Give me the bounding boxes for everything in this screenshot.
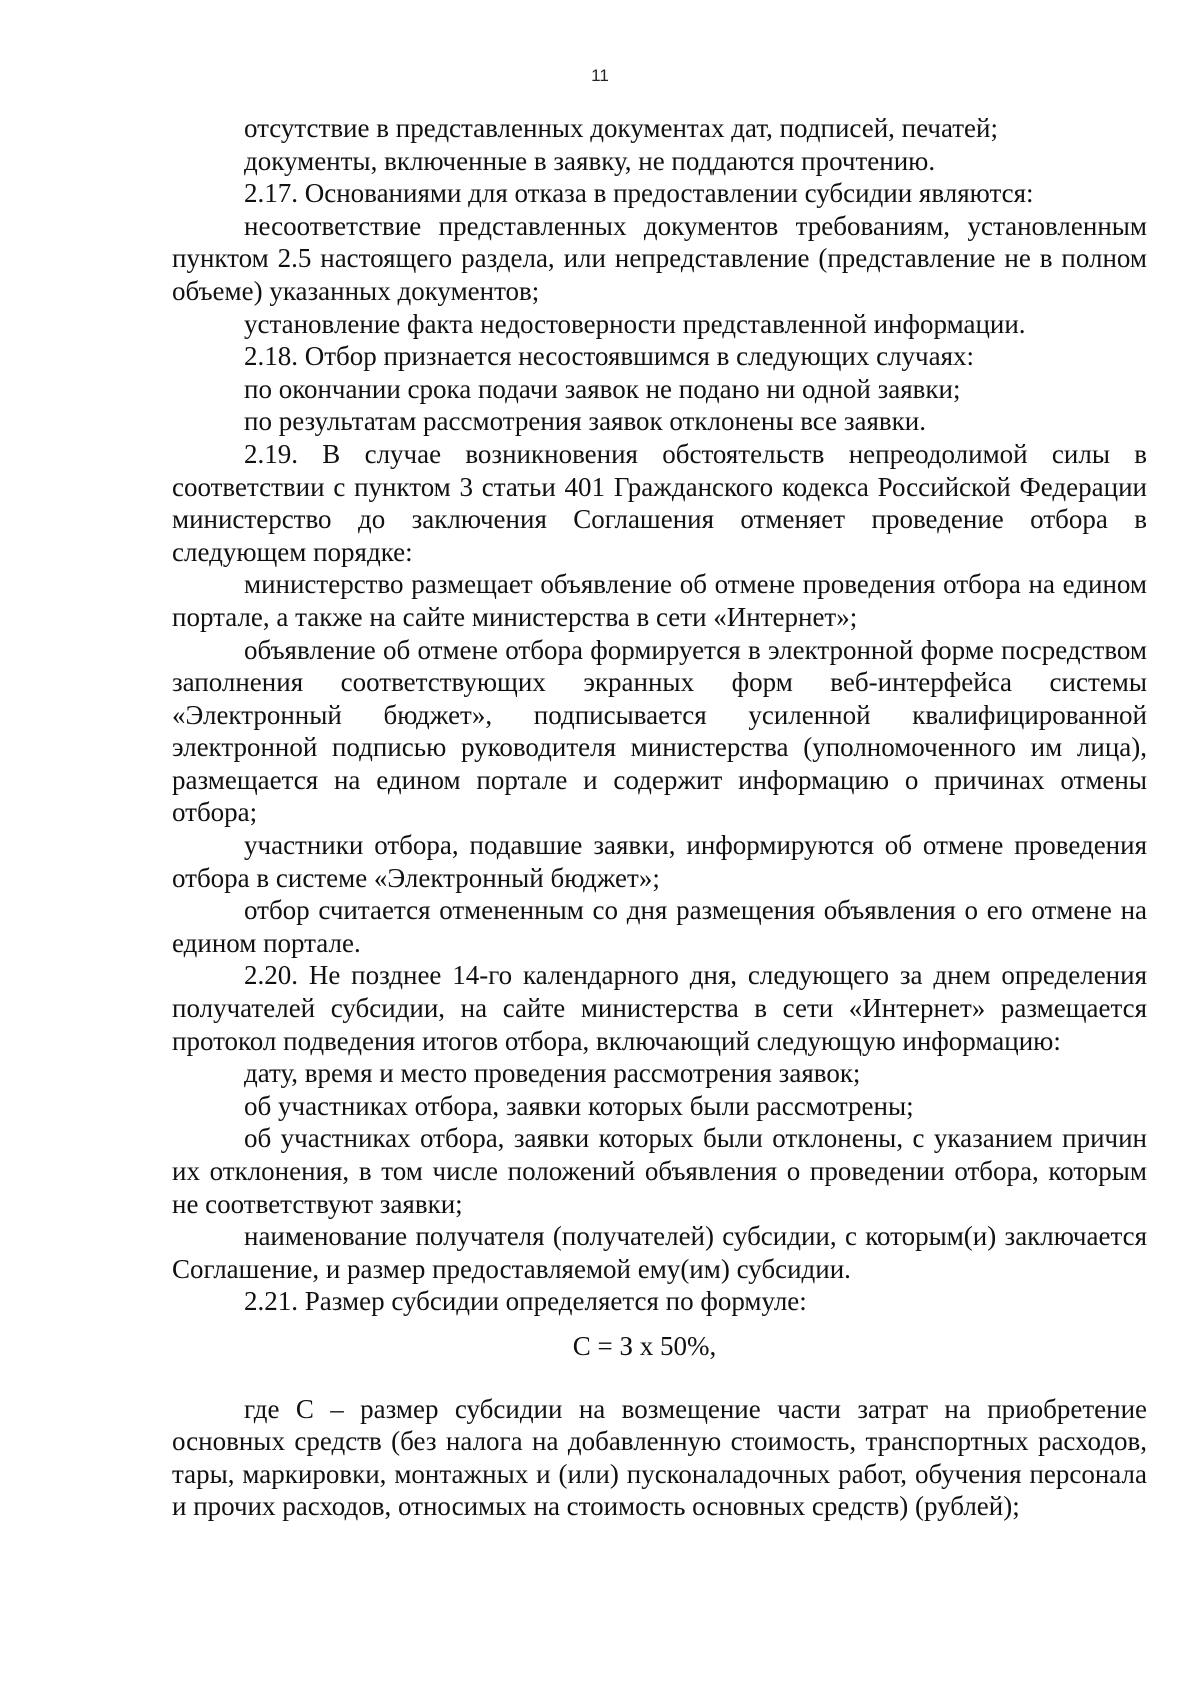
paragraph: 2.17. Основаниями для отказа в предоставлении субсидии являются: [244, 178, 1034, 209]
paragraph: документы, включенные в заявку, не поддаются прочтению. [244, 145, 936, 176]
document-body [172, 112, 1147, 1523]
paragraph: наименование получателя (получателей) субсидии, с которым(и) заключается Соглашение, и размер предоставляемой ему(им) субсидии. [172, 1221, 1147, 1284]
paragraph: 2.21. Размер субсидии определяется по формуле: [244, 1286, 807, 1317]
paragraph: установление факта недостоверности представленной информации. [244, 308, 1026, 339]
paragraph: об участниках отбора, заявки которых были рассмотрены; [244, 1090, 914, 1121]
paragraph: участники отбора, подавшие заявки, информируются об отмене проведения отбора в системе «Электронный бюджет»; [172, 830, 1147, 893]
formula: С = З х 50%, [572, 1330, 717, 1361]
paragraph: объявление об отмене отбора формируется в электронной форме посредством заполнения соответствующих экранных форм веб-интерфейса системы «Электронный бюджет», подписывается усиленной квалифицированной электронной подписью руководителя министерства (уполномоченного им лица), размещается на едином портале и содержит информацию о причинах отмены отбора; [172, 634, 1147, 828]
paragraph: министерство размещает объявление об отмене проведения отбора на едином портале, а также на сайте министерства в сети «Интернет»; [172, 569, 1147, 632]
paragraph: по окончании срока подачи заявок не подано ни одной заявки; [244, 373, 961, 404]
paragraph: 2.18. Отбор признается несостоявшимся в следующих случаях: [244, 341, 975, 372]
paragraph: дату, время и место проведения рассмотрения заявок; [244, 1058, 861, 1089]
paragraph: 2.19. В случае возникновения обстоятельств непреодолимой силы в соответствии с пунктом 3 статьи 401 Гражданского кодекса Российской Федерации министерство до заключения Соглашения отменяет проведение отбора в следующем порядке: [172, 438, 1147, 567]
paragraph: несоответствие представленных документов требованиям, установленным пунктом 2.5 настоящего раздела, или непредставление (представление не в полном объеме) указанных документов; [172, 210, 1147, 306]
page-number: 11 [591, 66, 609, 85]
paragraph: отсутствие в представленных документах дат, подписей, печатей; [244, 113, 998, 143]
paragraph: где С – размер субсидии на возмещение части затрат на приобретение основных средств (без налога на добавленную стоимость, транспортных расходов, тары, маркировки, монтажных и (или) пусконаладочных работ, обучения персонала и прочих расходов, относимых на стоимость основных средств) (рублей); [172, 1393, 1147, 1522]
paragraph: 2.20. Не позднее 14-го календарного дня, следующего за днем определения получателей субсидии, на сайте министерства в сети «Интернет» размещается протокол подведения итогов отбора, включающий следующую информацию: [172, 960, 1147, 1056]
paragraph: по результатам рассмотрения заявок отклонены все заявки. [244, 406, 926, 437]
paragraph: отбор считается отмененным со дня размещения объявления о его отмене на едином портале. [172, 895, 1147, 958]
paragraph: об участниках отбора, заявки которых были отклонены, с указанием причин их отклонения, в том числе положений объявления о проведении отбора, которым не соответствуют заявки; [172, 1123, 1147, 1219]
